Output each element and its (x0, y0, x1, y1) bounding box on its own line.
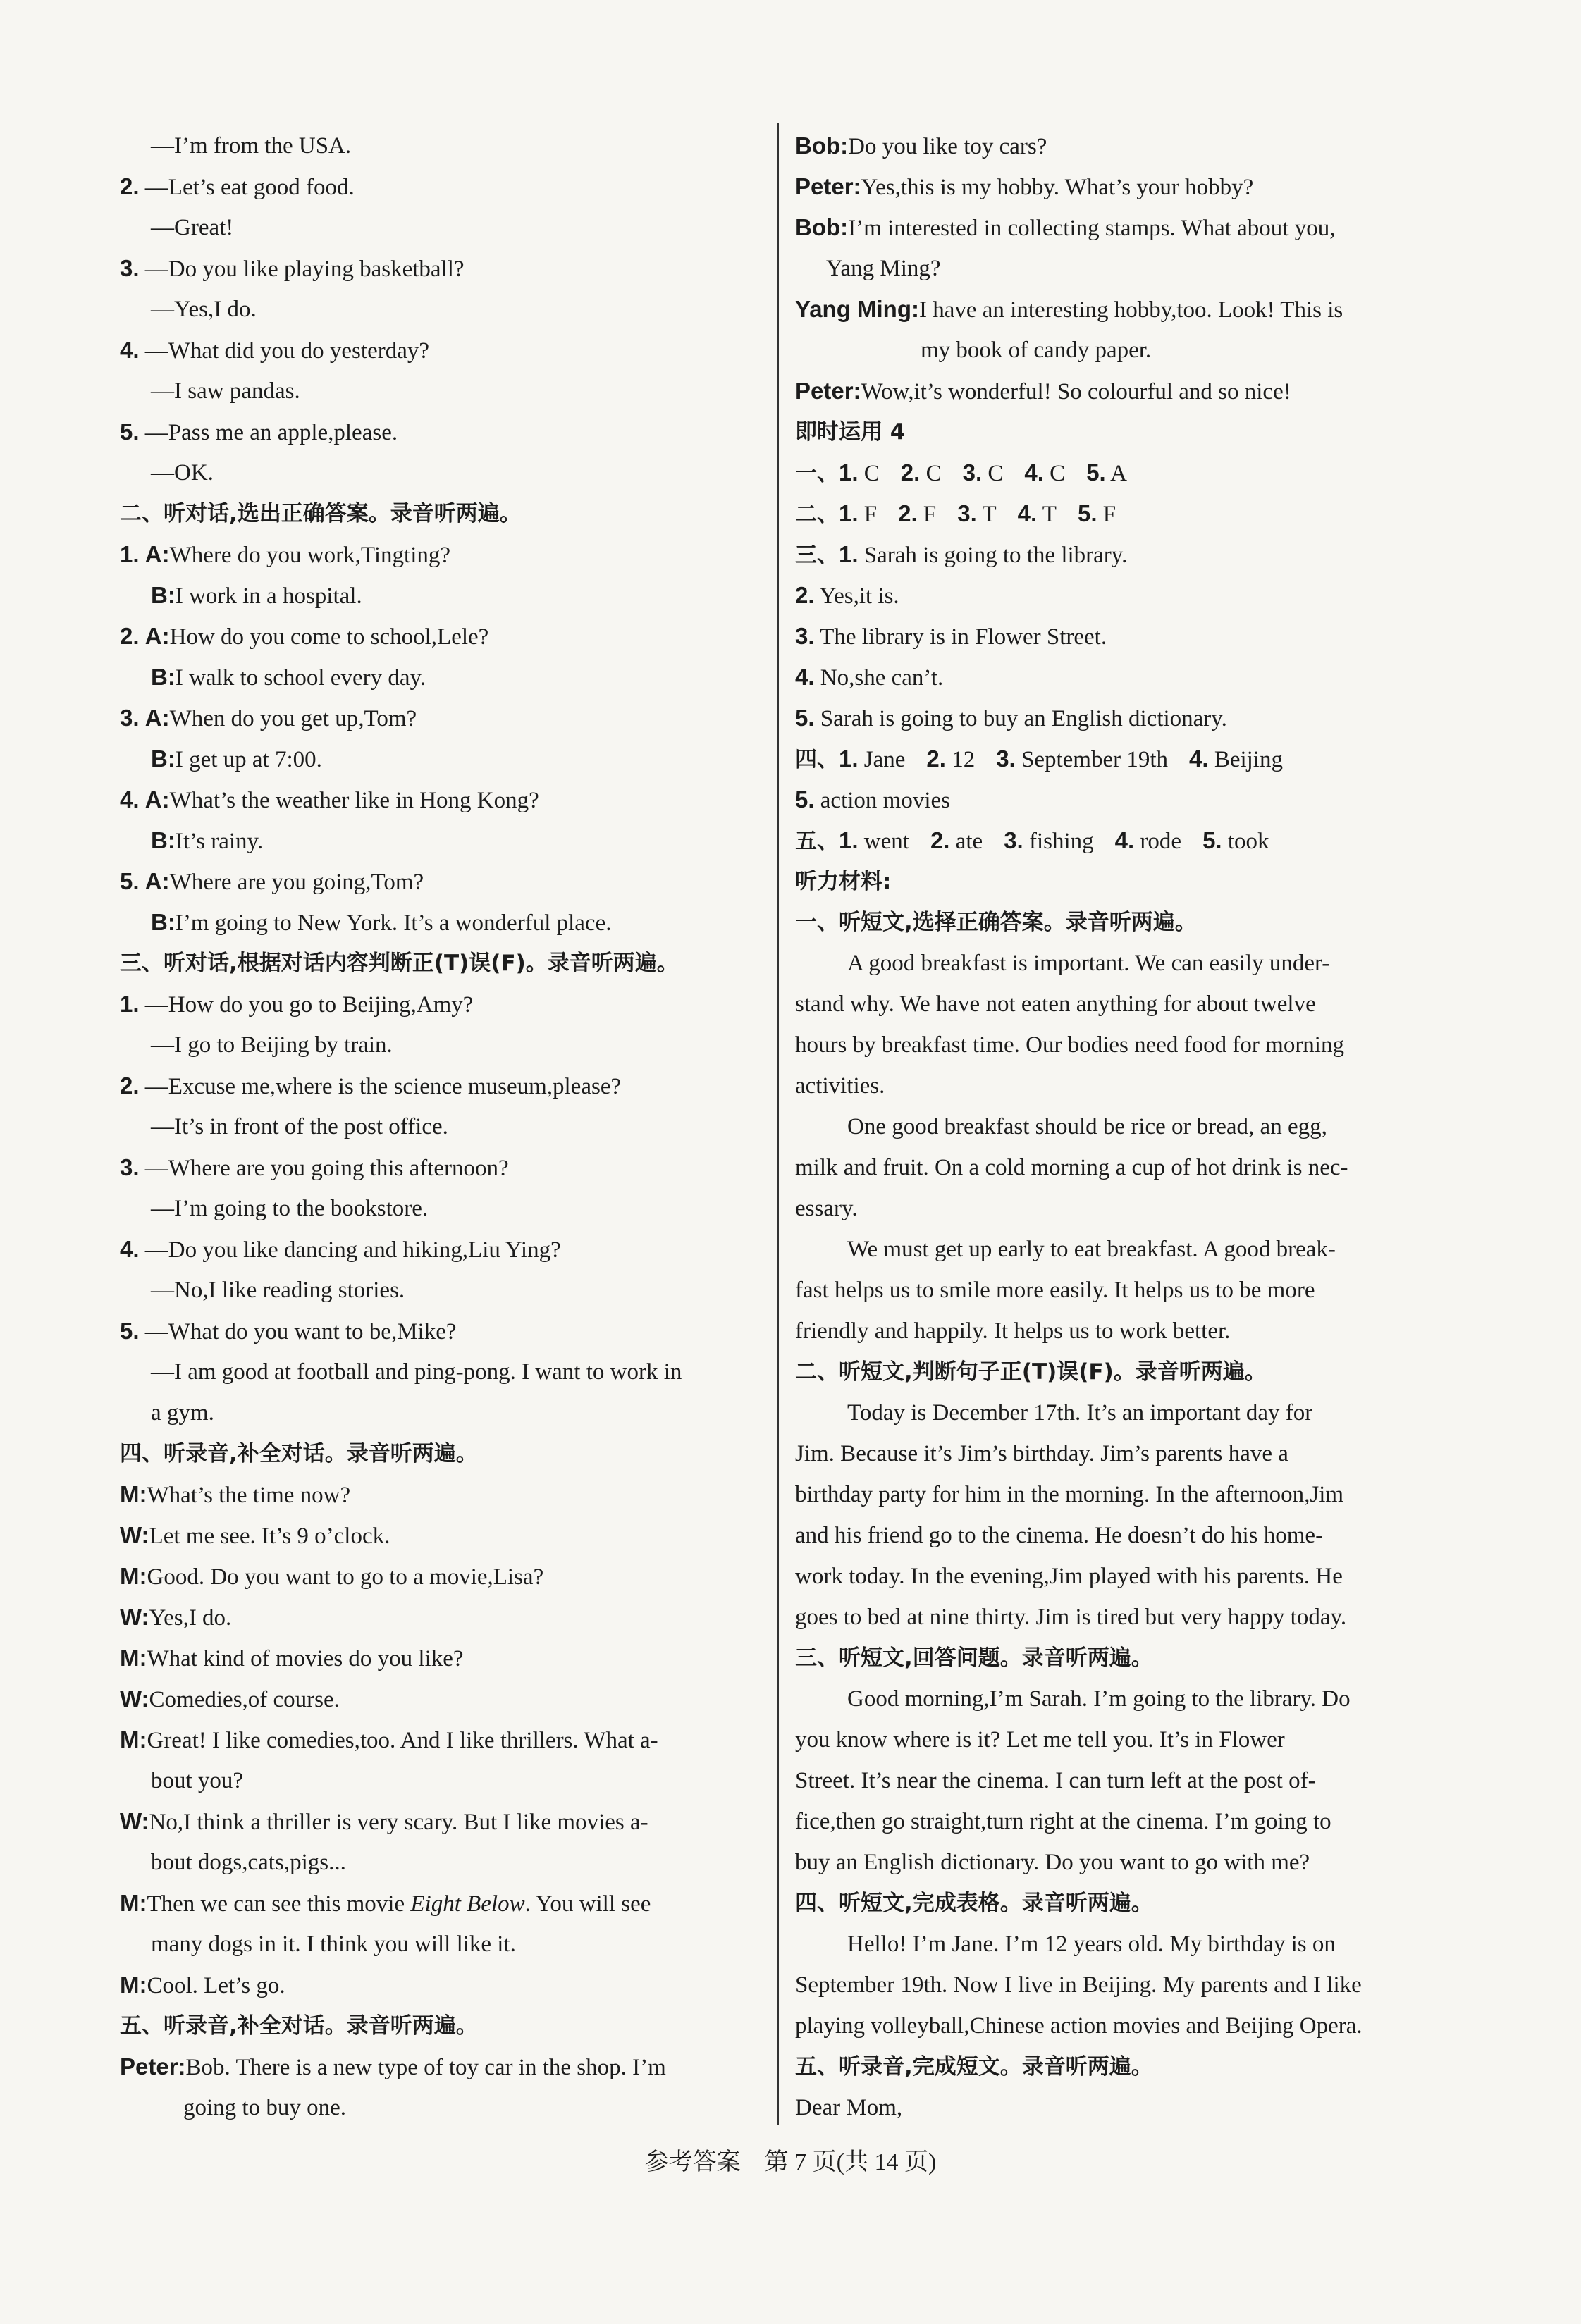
dialogue-line: bout you? (151, 1768, 244, 1793)
dialogue-line: —I’m going to the bookstore. (151, 1196, 429, 1221)
dialogue-line: —I am good at football and ping-pong. I want to work in (151, 1359, 682, 1385)
dialogue-line: B:I walk to school every day. (151, 664, 426, 691)
passage-line: stand why. We have not eaten anything for about twelve (795, 991, 1316, 1017)
text-line: —OK. (151, 460, 214, 486)
dialogue-line: M:What kind of movies do you like? (120, 1645, 464, 1671)
dialogue-line: 1. —How do you go to Beijing,Amy? (120, 991, 474, 1018)
answer-row: 3. The library is in Flower Street. (795, 623, 1107, 650)
passage-line: playing volleyball,Chinese action movies and Beijing Opera. (795, 2013, 1362, 2039)
passage (795, 1924, 1437, 2046)
dialogue-line: 2. A:How do you come to school,Lele? (120, 623, 489, 650)
dialogue-line: 3. —Where are you going this afternoon? (120, 1154, 509, 1181)
passage-line: A good breakfast is important. We can easily under- (847, 951, 1330, 976)
dialogue-line: —No,I like reading stories. (151, 1278, 405, 1303)
dialogue-line: B:I’m going to New York. It’s a wonderful place. (151, 909, 612, 936)
answer-row: 三、1. Sarah is going to the library. (795, 541, 1128, 568)
answer-item: 5. F (1077, 500, 1116, 527)
text-line: 4. —What did you do yesterday? (120, 337, 429, 364)
passage-line: you know where is it? Let me tell you. It’s in Flower (795, 1727, 1285, 1753)
dialogue-line: Bob:I’m interested in collecting stamps. What about you, (795, 214, 1336, 241)
text-line: 3. —Do you like playing basketball? (120, 255, 465, 282)
answer-item: 4. C (1024, 459, 1066, 486)
answer-item: 2. ate (930, 827, 983, 854)
page-footer: 参考答案 第 7 页(共 14 页) (644, 2149, 937, 2175)
dialogue-line: Peter:Wow,it’s wonderful! So colourful and so nice! (795, 378, 1291, 404)
dialogue-line: going to buy one. (183, 2095, 346, 2120)
text-line: 5. —Pass me an apple,please. (120, 419, 398, 445)
dialogue-line: M:Cool. Let’s go. (120, 1972, 285, 1998)
dialogue-line: B:I work in a hospital. (151, 582, 362, 609)
dialogue-line: M:Great! I like comedies,too. And I like thrillers. What a- (120, 1726, 658, 1753)
dialogue-line: 1. A:Where do you work,Tingting? (120, 541, 451, 568)
answer-item: 5. A (1086, 459, 1127, 486)
answer-item: 2. C (900, 459, 942, 486)
answer-item: 3. T (957, 500, 997, 527)
section-heading: 三、听对话,根据对话内容判断正(T)误(F)。录音听两遍。 (120, 951, 679, 976)
answer-row: 五、1. went 2. ate 3. fishing 4. rode 5. took (795, 827, 1269, 854)
passage-line: hours by breakfast time. Our bodies need food for morning (795, 1032, 1344, 1058)
section-heading: 五、听录音,补全对话。录音听两遍。 (120, 2013, 478, 2039)
text-line: 2. —Let’s eat good food. (120, 173, 355, 200)
text-line: —Yes,I do. (151, 297, 257, 322)
section-heading: 二、听短文,判断句子正(T)误(F)。录音听两遍。 (795, 1359, 1267, 1385)
answer-item: 3. fishing (1004, 827, 1094, 854)
section-heading: 四、听短文,完成表格。录音听两遍。 (795, 1891, 1153, 1916)
passage-line: milk and fruit. On a cold morning a cup of hot drink is nec- (795, 1155, 1348, 1180)
dialogue-line: a gym. (151, 1400, 214, 1426)
passage-line: Good morning,I’m Sarah. I’m going to the library. Do (847, 1686, 1351, 1712)
dialogue-line: M:Good. Do you want to go to a movie,Lisa? (120, 1563, 544, 1590)
dialogue-line: B:It’s rainy. (151, 827, 264, 854)
left-column (120, 125, 761, 2128)
dialogue-line: 5. A:Where are you going,Tom? (120, 868, 424, 895)
answer-row: 一、1. C 2. C 3. C 4. C 5. A (795, 459, 1127, 486)
dialogue-line: 5. —What do you want to be,Mike? (120, 1318, 457, 1345)
dialogue-line: my book of candy paper. (921, 338, 1152, 363)
passage-line: goes to bed at nine thirty. Jim is tired but very happy today. (795, 1605, 1347, 1630)
dialogue-line: Yang Ming? (826, 256, 941, 281)
dialogue-line: Yang Ming:I have an interesting hobby,too. Look! This is (795, 296, 1343, 323)
dialogue-line: Bob:Do you like toy cars? (795, 132, 1047, 159)
dialogue-line: —It’s in front of the post office. (151, 1114, 448, 1139)
answer-row: 5. Sarah is going to buy an English dictionary. (795, 705, 1227, 731)
passage-line: Dear Mom, (795, 2095, 903, 2120)
dialogue-line: bout dogs,cats,pigs... (151, 1850, 346, 1875)
material-heading: 听力材料: (795, 869, 892, 894)
passage-line: We must get up early to eat breakfast. A good break- (847, 1237, 1336, 1262)
dialogue-line: many dogs in it. I think you will like it. (151, 1931, 516, 1957)
passage-line: fice,then go straight,turn right at the cinema. I’m going to (795, 1809, 1331, 1834)
answer-row: 二、1. F 2. F 3. T 4. T 5. F (795, 500, 1116, 527)
answer-row: 4. No,she can’t. (795, 664, 944, 691)
passage-line: and his friend go to the cinema. He doesn’t do his home- (795, 1523, 1324, 1548)
answer-row: 四、1. Jane 2. 12 3. September 19th 4. Beijing (795, 746, 1283, 772)
text-line: —I saw pandas. (151, 378, 300, 404)
dialogue-line: 4. —Do you like dancing and hiking,Liu Ying? (120, 1236, 561, 1263)
passage-line: One good breakfast should be rice or bread, an egg, (847, 1114, 1327, 1139)
text-line: —Great! (151, 215, 234, 240)
answer-row: 2. Yes,it is. (795, 582, 899, 609)
dialogue-line: 2. —Excuse me,where is the science museum,please? (120, 1073, 622, 1099)
passage-line: Today is December 17th. It’s an important day for (847, 1400, 1313, 1426)
passage (795, 1392, 1437, 1638)
answer-item: 3. C (962, 459, 1004, 486)
answer-item: 1. F (839, 500, 878, 527)
column-divider (777, 123, 779, 2125)
answer-row: 5. action movies (795, 786, 950, 813)
answer-item: 4. Beijing (1189, 746, 1283, 772)
passage-line: Jim. Because it’s Jim’s birthday. Jim’s parents have a (795, 1441, 1288, 1466)
dialogue-line: B:I get up at 7:00. (151, 746, 322, 772)
answer-item: 5. took (1202, 827, 1269, 854)
text-line: —I’m from the USA. (151, 133, 352, 159)
passage-line: fast helps us to smile more easily. It helps us to be more (795, 1278, 1315, 1303)
passage-line: birthday party for him in the morning. In the afternoon,Jim (795, 1482, 1344, 1507)
passage-line: friendly and happily. It helps us to work better. (795, 1318, 1231, 1344)
dialogue-line: 3. A:When do you get up,Tom? (120, 705, 417, 731)
exercise-title: 即时运用 4 (795, 419, 906, 445)
passage-line: September 19th. Now I live in Beijing. My parents and I like (795, 1972, 1362, 1998)
passage (795, 943, 1437, 1352)
section-heading: 二、听对话,选出正确答案。录音听两遍。 (120, 501, 522, 526)
dialogue-line: M:What’s the time now? (120, 1481, 351, 1508)
answer-item: 2. 12 (926, 746, 976, 772)
answer-item: 4. rode (1114, 827, 1182, 854)
dialogue-line: Peter:Bob. There is a new type of toy car in the shop. I’m (120, 2053, 666, 2080)
answer-item: 1. Jane (839, 746, 906, 772)
answer-item: 1. C (839, 459, 880, 486)
dialogue-line: W:Comedies,of course. (120, 1686, 340, 1712)
section-heading: 一、听短文,选择正确答案。录音听两遍。 (795, 910, 1197, 935)
passage-line: Hello! I’m Jane. I’m 12 years old. My birthday is on (847, 1931, 1336, 1957)
right-column (795, 125, 1437, 2128)
dialogue-line: —I go to Beijing by train. (151, 1032, 393, 1058)
dialogue-line: M:Then we can see this movie Eight Below. You will see (120, 1890, 651, 1917)
passage-line: essary. (795, 1196, 858, 1221)
dialogue-line: W:Let me see. It’s 9 o’clock. (120, 1522, 390, 1549)
answer-item: 3. September 19th (996, 746, 1169, 772)
passage-line: work today. In the evening,Jim played with his parents. He (795, 1564, 1343, 1589)
dialogue-line: W:Yes,I do. (120, 1604, 232, 1631)
answer-item: 2. F (898, 500, 937, 527)
section-heading: 五、听录音,完成短文。录音听两遍。 (795, 2054, 1153, 2079)
dialogue-line: 4. A:What’s the weather like in Hong Kong? (120, 786, 539, 813)
passage-line: Street. It’s near the cinema. I can turn left at the post of- (795, 1768, 1316, 1793)
dialogue-line: W:No,I think a thriller is very scary. But I like movies a- (120, 1808, 648, 1835)
passage-line: buy an English dictionary. Do you want to go with me? (795, 1850, 1310, 1875)
passage (795, 1679, 1437, 1883)
section-heading: 四、听录音,补全对话。录音听两遍。 (120, 1441, 478, 1466)
answer-item: 4. T (1017, 500, 1057, 527)
passage-line: activities. (795, 1073, 885, 1099)
section-heading: 三、听短文,回答问题。录音听两遍。 (795, 1645, 1153, 1671)
dialogue-line: Peter:Yes,this is my hobby. What’s your hobby? (795, 173, 1254, 200)
answer-item: 1. went (839, 827, 909, 854)
